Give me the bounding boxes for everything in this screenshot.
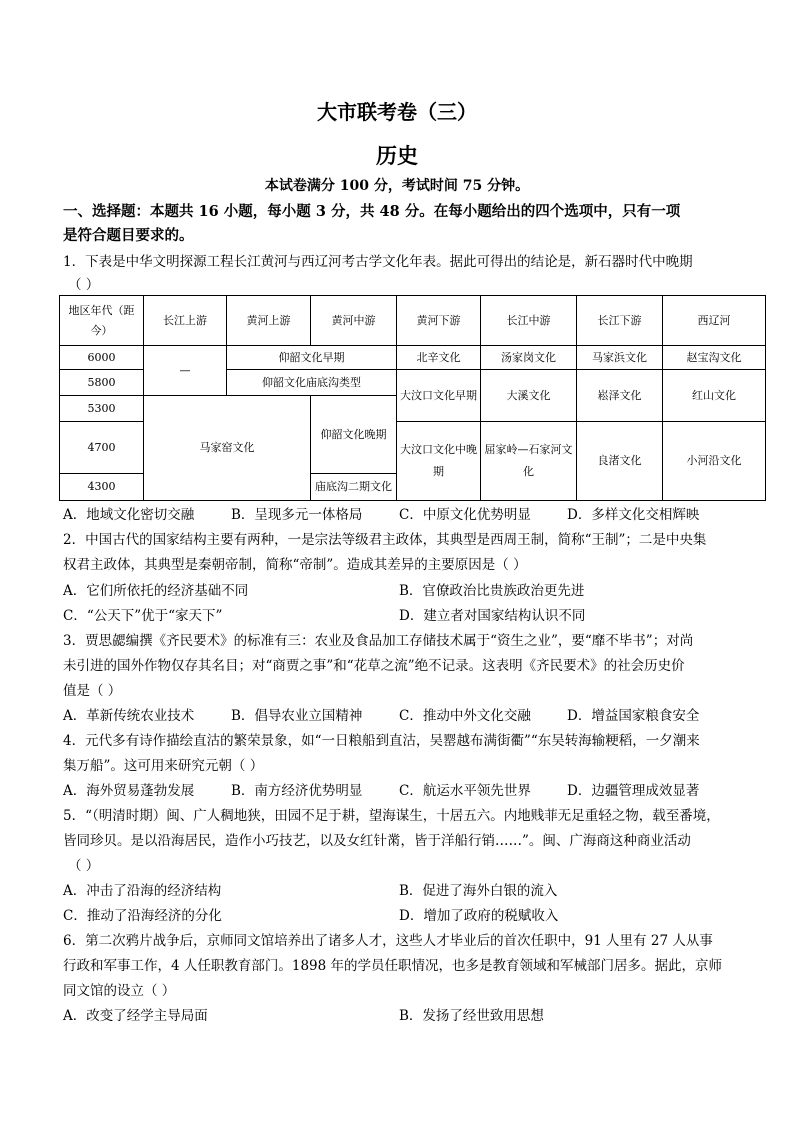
culture-cell: 仰韶文化庙底沟类型 (227, 370, 397, 396)
exam-info: 本试卷满分 100 分，考试时间 75 分钟。 (264, 178, 530, 194)
culture-cell: 大溪文化 (481, 370, 577, 422)
section-heading-line2: 是符合题目要求的。 (63, 227, 194, 244)
option-6b[interactable]: B．发扬了经世致用思想 (399, 1008, 544, 1024)
option-4a[interactable]: A．海外贸易蓬勃发展 (63, 783, 195, 799)
exam-title: 大市联考卷（三） (317, 100, 477, 124)
question-3-line2: 未引进的国外作物仅存其名目；对“商贾之事”和“花草之流”绝不记录。这表明《齐民要术》的社会历史价 (63, 658, 685, 674)
option-4b[interactable]: B．南方经济优势明显 (231, 783, 363, 799)
option-1d[interactable]: D．多样文化交相辉映 (567, 507, 700, 523)
question-3-line1: 3．贾思勰编撰《齐民要术》的标准有三：农业及食品加工存储技术属于“资生之业”，要“靡不毕书”；对尚 (63, 633, 694, 649)
question-1-blank: （ ） (68, 277, 100, 293)
question-6-line1: 6．第二次鸦片战争后，京师同文馆培养出了诸多人才，这些人才毕业后的首次任职中，91 人里有 27 人从事 (63, 933, 713, 949)
header-col: 黄河下游 (397, 296, 481, 346)
header-region-era: 地区年代（距今） (60, 296, 144, 346)
option-3a[interactable]: A．革新传统农业技术 (63, 708, 195, 724)
year-cell: 6000 (60, 346, 144, 370)
question-5-line2: 皆同珍贝。是以沿海居民，造作小巧技艺，以及女红针黹，皆于洋船行销……”。闽、广海商这种商业活动 (63, 833, 691, 849)
culture-cell: 赵宝沟文化 (663, 346, 766, 370)
option-5a[interactable]: A．冲击了沿海的经济结构 (63, 883, 222, 899)
question-2-line1: 2．中国古代的国家结构主要有两种，一是宗法等级君主政体，其典型是西周王制，简称“王制”；二是中央集 (63, 532, 707, 548)
option-5c[interactable]: C．推动了沿海经济的分化 (63, 908, 222, 924)
culture-cell: 大汶口文化早期 (397, 370, 481, 422)
question-4-line2: 集万船”。这可用来研究元朝（ ） (63, 758, 264, 774)
option-2b[interactable]: B．官僚政治比贵族政治更先进 (399, 583, 585, 599)
question-6-line2: 行政和军事工作，4 人任职教育部门。1898 年的学员任职情况，也多是教育领域和军械部门居多。据此，京师 (63, 958, 723, 974)
culture-cell: 汤家岗文化 (481, 346, 577, 370)
section-heading-line1: 一、选择题：本题共 16 小题，每小题 3 分，共 48 分。在每小题给出的四个选项中，只有一项 (63, 203, 681, 220)
option-1a[interactable]: A．地域文化密切交融 (63, 507, 195, 523)
option-1b[interactable]: B．呈现多元一体格局 (231, 507, 363, 523)
year-cell: 5800 (60, 370, 144, 396)
exam-subject: 历史 (376, 143, 418, 168)
option-2d[interactable]: D．建立者对国家结构认识不同 (399, 608, 586, 624)
header-col: 黄河上游 (227, 296, 311, 346)
option-2c[interactable]: C．“公天下”优于“家天下” (63, 608, 223, 624)
empty-dash-cell: — (144, 346, 227, 396)
option-1c[interactable]: C．中原文化优势明显 (399, 507, 531, 523)
option-5d[interactable]: D．增加了政府的税赋收入 (399, 908, 559, 924)
question-5-line1: 5．“（明清时期）闽、广人稠地狭，田园不足于耕，望海谋生，十居五六。内地贱菲无足重轻之物，载至番境， (63, 808, 720, 824)
question-6-line3: 同文馆的设立（ ） (63, 983, 176, 999)
culture-cell: 北辛文化 (397, 346, 481, 370)
question-3-line3: 值是（ ） (63, 683, 122, 699)
question-4-line1: 4．元代多有诗作描绘直沽的繁荣景象，如“一日粮船到直沽，吴罂越布满街衢”“东吴转海输粳稻，一夕潮来 (63, 733, 700, 749)
culture-cell: 崧泽文化 (577, 370, 663, 422)
option-6a[interactable]: A．改变了经学主导局面 (63, 1008, 208, 1024)
culture-chronology-table (59, 295, 766, 501)
option-2a[interactable]: A．它们所依托的经济基础不同 (63, 583, 249, 599)
culture-cell: 大汶口文化中晚期 (397, 422, 481, 501)
header-col: 长江上游 (144, 296, 227, 346)
culture-cell: 马家窑文化 (144, 396, 311, 501)
year-cell: 4300 (60, 474, 144, 501)
question-2-line2: 权君主政体，其典型是秦朝帝制，简称“帝制”。造成其差异的主要原因是（ ） (63, 557, 527, 573)
option-4d[interactable]: D．边疆管理成效显著 (567, 783, 700, 799)
culture-cell: 仰韶文化晚期 (311, 396, 397, 474)
option-3d[interactable]: D．增益国家粮食安全 (567, 708, 700, 724)
year-cell: 4700 (60, 422, 144, 474)
year-cell: 5300 (60, 396, 144, 422)
culture-cell: 屈家岭—石家河文化 (481, 422, 577, 501)
culture-cell: 良渚文化 (577, 422, 663, 501)
header-col: 西辽河 (663, 296, 766, 346)
header-col: 长江中游 (481, 296, 577, 346)
header-col: 长江下游 (577, 296, 663, 346)
option-3b[interactable]: B．倡导农业立国精神 (231, 708, 363, 724)
culture-cell: 仰韶文化早期 (227, 346, 397, 370)
question-5-line3: （ ） (68, 858, 100, 874)
question-1-text: 1．下表是中华文明探源工程长江黄河与西辽河考古学文化年表。据此可得出的结论是，新石器时代中晚期 (63, 254, 693, 270)
culture-cell: 红山文化 (663, 370, 766, 422)
option-4c[interactable]: C．航运水平领先世界 (399, 783, 531, 799)
culture-cell: 小河沿文化 (663, 422, 766, 501)
culture-cell: 庙底沟二期文化 (311, 474, 397, 501)
option-5b[interactable]: B．促进了海外白银的流入 (399, 883, 558, 899)
option-3c[interactable]: C．推动中外文化交融 (399, 708, 531, 724)
culture-cell: 马家浜文化 (577, 346, 663, 370)
header-col: 黄河中游 (311, 296, 397, 346)
